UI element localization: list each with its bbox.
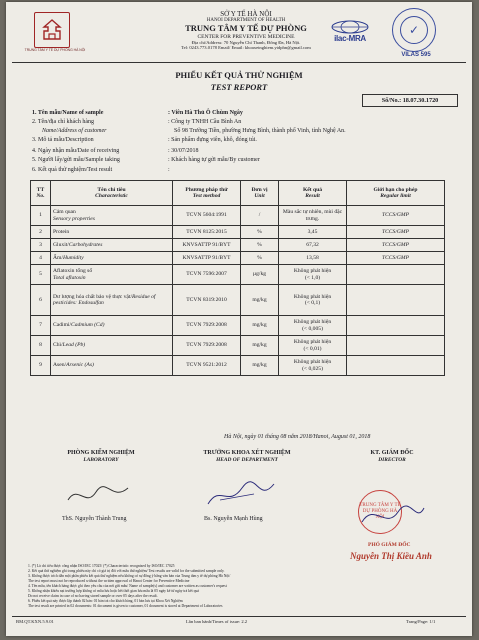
info-label-customer-en: Name/Address of customer [42,128,107,134]
info-value-description: : Sản phẩm đựng viên, khô, đóng túi. [168,137,257,143]
director-signature-title: KT. GIÁM ĐỐC DIRECTOR [370,450,414,464]
issue-date: Hà Nội, ngày 01 tháng 08 năm 2018/Hanoi, August 01, 2018 [224,434,371,440]
test-report-document [6,2,472,636]
info-value-result: : [168,167,170,173]
info-label-received: 4. Ngày nhận mẫu/Date of receiving [32,148,120,154]
table-row: 1 Cảm quan Sensory properties TCVN 5604:1991 / Màu sắc tự nhiên, mùi đặc trưng. TCCS/GMP [31,206,445,226]
report-title-en: TEST REPORT [210,82,268,92]
ministry-name: SỞ Y TẾ HÀ NỘI [220,10,272,18]
center-address: Địa chỉ/Address: 70 Nguyễn Chí Thanh, Đống Đa, Hà Nội. [191,39,301,45]
table-row: 4 Ẩm/Humidity KNVSATTP 91/BYT % 13,58 TCCS/GMP [31,252,445,265]
header-divider [12,62,466,63]
header-result: Kết quả Result [279,181,347,206]
info-value-sampling: : Khách hàng tự gửi mẫu/By customer [168,157,260,163]
director-signer-name: Nguyễn Thị Kiều Anh [350,551,432,561]
info-value-customer: : Công ty TNHH Cầu Bình An [168,119,242,125]
note-line: 2. Kết quả thử nghiệm ghi trong phiếu này chỉ có giá trị đối với mẫu thử nghiệm/ Test results are valid for the submitted sample only. [28,568,225,573]
vilas-code: VILAS 595 [401,52,431,58]
report-number: Số/No.: 18.07.30.1720 [362,94,458,107]
header-block [131,10,361,50]
report-notes [28,564,448,609]
ilac-mark: ilac-MRA [334,33,366,43]
table-row: 9 Asen/Arsenic (As) TCVN 9521:2012 mg/kg Không phát hiện (< 0,025) [31,356,445,376]
note-line: Do not receive claim in case of no having stored sample or over 05 days after the result. [28,593,158,598]
note-line: 1. (*) Là chỉ tiêu được công nhận ISO/IEC 17025/ (*) Characteristic recognized by ISO/IEC 17025 [28,564,175,568]
table-row: 5 Aflatoxin tổng số Total aflatoxin TCVN 7596:2007 µg/kg Không phát hiện (< 1,0) [31,265,445,285]
table-row: 7 Cadimi/Cadmium (Cd) TCVN 7929:2008 mg/kg Không phát hiện (< 0,005) [31,316,445,336]
results-table [30,180,445,376]
info-label-customer: 2. Tên/địa chỉ khách hàng [32,119,95,125]
header-no: TT No. [31,181,51,206]
header-unit: Đơn vị Unit [241,181,279,206]
table-row: 3 Gluxit/Carbohydrates KNVSATTP 91/BYT % 67,32 TCCS/GMP [31,239,445,252]
info-value-address: Số 98 Trường Tiền, phường Hưng Bình, thành phố Vinh, tỉnh Nghệ An. [174,128,346,134]
center-logo [34,12,70,48]
note-line: 3. Không được trích dẫn một phần phiếu kết quả thử nghiệm nếu không có sự đồng ý bằng văn bản của Trung tâm y tế dự phòng Hà Nội/ [28,573,231,578]
header-method: Phương pháp thử Test method [173,181,241,206]
footer-divider [12,616,466,617]
note-line: The test result are printed in 02 documents: 01 document is given to customer, 01 document is stored at Department of Laboratories [28,603,223,608]
center-name: TRUNG TÂM Y TẾ DỰ PHÒNG [185,22,307,33]
page-number: Trang/Page: 1/1 [406,619,436,624]
form-code: BM.QT.KXN.5.9.01 [16,619,54,624]
director-signature-scribble [358,500,428,532]
note-line: 5. Không nhận khiếu nại trường hợp không có mẫu lưu hoặc hết thời gian lưu mẫu là 05 ngày kể từ ngày trả kết quả [28,588,199,593]
lab-signer-name: ThS. Nguyễn Thành Trung [62,516,127,522]
table-row: 8 Chì/Lead (Pb) TCVN 7929:2008 mg/kg Không phát hiện (< 0,01) [31,336,445,356]
deputy-director-title: PHÓ GIÁM ĐỐC [368,542,411,548]
center-name-en: CENTER FOR PREVENTIVE MEDICINE [197,33,295,40]
globe-icon [330,20,370,34]
issue-times: Lần ban hành/Times of issue: 2.2 [186,619,248,624]
lab-signature-title: PHÒNG KIỂM NGHIỆM LABORATORY [67,450,135,464]
stamp-text: TRUNG TÂM Y TẾ DỰ PHÒNG HÀ NỘI [359,503,401,520]
ilac-logo [328,14,372,48]
note-line: 6. Phiếu kết quả này được lập thành 02 bản: 01 bản trả cho khách hàng, 01 bản lưu tại Khoa Xét Nghiệm [28,598,183,603]
lab-signature-scribble [64,480,134,510]
center-contact: Tel: 0243.773.0178 Email/ Email: khoaxetnghiem.ytdphn@gmail.com [181,45,311,51]
report-title: PHIẾU KẾT QUẢ THỬ NGHIỆM [175,70,303,80]
pagoda-icon [39,17,65,43]
head-signature-scribble [202,478,282,512]
header-limit: Giới hạn cho phép Regular limit [347,181,445,206]
table-row: 6 Dư lượng hóa chất bảo vệ thực vật/Residue of pesticides: Endosulfan TCVN 8319:2010 mg/kg Không phát hiện (< 0,1) [31,285,445,316]
head-signature-title: TRƯỞNG KHOA XÉT NGHIỆM HEAD OF DEPARTMENT [203,450,291,464]
table-header-row [31,181,445,206]
check-icon: ✓ [400,16,428,44]
info-label-sample: 1. Tên mẫu/Name of sample [32,110,104,116]
note-line: The test report must not be reproduced without the written approval of Hanoi Center for Preventive Medicine [28,578,190,583]
info-label-sampling: 5. Người lấy/gửi mẫu/Sample taking [32,157,120,163]
info-label-description: 3. Mô tả mẫu/Description [32,137,94,143]
table-row: 2 Protein TCVN 8125:2015 % 3,45 TCCS/GMP [31,226,445,239]
note-line: 4. Tên mẫu, tên khách hàng được ghi theo yêu cầu của nơi gửi mẫu/ Name of sample(s) and customer are written as customer's request [28,583,227,588]
ministry-name-en: HANOI DEPARTMENT OF HEALTH [206,18,286,24]
info-label-result: 6. Kết quả thử nghiệm/Test result [32,167,113,173]
info-value-sample: : Viên Hà Thủ Ô Chùm Ngây [168,110,243,116]
info-value-received: : 30/07/2018 [168,148,199,154]
logo-caption: TRUNG TÂM Y TẾ DỰ PHÒNG HÀ NỘI [24,48,86,52]
header-characteristic: Tên chỉ tiêu Characteristic [51,181,173,206]
head-signer-name: Bs. Nguyễn Mạnh Hùng [204,516,263,522]
